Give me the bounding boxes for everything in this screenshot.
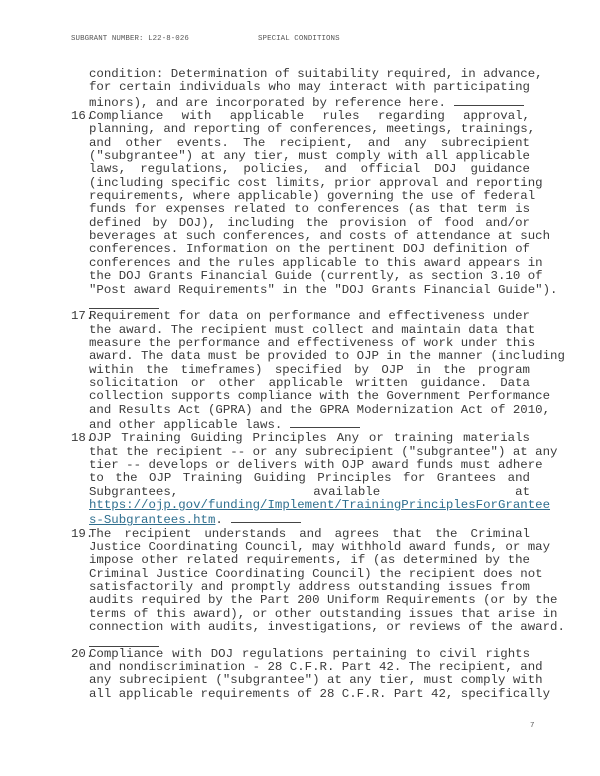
text-line xyxy=(89,444,558,459)
text-line xyxy=(89,349,565,364)
line-text: impose other related requirements, if (as determined by the xyxy=(89,553,530,568)
line-text: connection with audits, investigations, or reviews of the award. xyxy=(89,620,565,635)
page-header xyxy=(71,35,340,43)
text-line xyxy=(89,566,543,581)
line-text: Subgrantees, available at xyxy=(89,484,530,499)
line-text: that the recipient -- or any subrecipient ("subgrantee") at any xyxy=(89,444,558,459)
text-line xyxy=(89,593,558,608)
line-text: within the timeframes) specified by OJP in the program xyxy=(89,362,530,377)
text-line xyxy=(89,163,530,176)
line-text: (including specific cost limits, prior approval and reporting xyxy=(89,175,543,190)
line-text: minors), and are incorporated by reference here. xyxy=(89,95,446,110)
line-text: satisfactorily and promptly address outstanding issues from xyxy=(89,580,530,595)
line-text: Compliance with DOJ regulations pertaining to civil rights xyxy=(89,646,530,661)
page-number: 7 xyxy=(530,722,535,730)
line-text: Compliance with applicable rules regarding approval, xyxy=(89,109,530,124)
signature-blank xyxy=(290,417,360,428)
condition-number: 18. xyxy=(71,431,94,446)
line-text: and other events. The recipient, and any subrecipient xyxy=(89,135,530,150)
line-text: defined by DOJ), including the provision of food and/or xyxy=(89,215,530,230)
text-line xyxy=(89,512,530,527)
signature-blank xyxy=(454,95,524,106)
text-line xyxy=(89,528,530,541)
text-line xyxy=(89,498,551,512)
line-text: all applicable requirements of 28 C.F.R. Part 42, specifically xyxy=(89,686,551,701)
subgrant-number: SUBGRANT NUMBER: L22-8-026 xyxy=(71,35,189,43)
text-line xyxy=(89,243,530,256)
text-line xyxy=(89,540,551,555)
line-text: Requirement for data on performance and effectiveness under xyxy=(89,309,530,324)
condition-item xyxy=(71,431,558,528)
text-line xyxy=(89,389,551,404)
line-text: The recipient understands and agrees that the Criminal xyxy=(89,526,530,541)
line-text: the award. The recipient must collect and maintain data that xyxy=(89,322,536,337)
line-text: solicitation or other applicable written guidance. Data xyxy=(89,375,530,390)
condition-item xyxy=(71,309,565,432)
text-line xyxy=(89,554,530,567)
text-line xyxy=(89,673,543,688)
line-text: and Results Act (GPRA) and the GPRA Modernization Act of 2010, xyxy=(89,402,551,417)
text-line xyxy=(89,67,543,81)
text-line xyxy=(89,581,530,594)
text-line xyxy=(89,486,530,499)
text-line xyxy=(89,310,530,323)
line-text: collection supports compliance with the Government Performance xyxy=(89,389,551,404)
condition-number: 17. xyxy=(71,309,94,324)
text-line xyxy=(89,417,530,432)
line-text: Criminal Justice Coordinating Council) the recipient does not xyxy=(89,566,543,581)
line-text: requirements, where applicable) governing the use of federal xyxy=(89,189,536,204)
condition-item xyxy=(71,67,543,110)
line-text: beverages at such conferences, and costs of attendance at such xyxy=(89,229,551,244)
condition-number: 20. xyxy=(71,646,94,661)
line-text: Justice Coordinating Council, may withhold award funds, or may xyxy=(89,540,551,555)
text-line xyxy=(89,269,543,284)
text-line xyxy=(89,81,530,94)
line-text: "Post award Requirements" in the "DOJ Grants Financial Guide"). xyxy=(89,282,558,297)
line-text: conferences. Information on the pertinent DOJ definition of xyxy=(89,242,530,257)
text-line xyxy=(89,203,530,216)
text-line xyxy=(89,620,565,635)
text-line xyxy=(89,660,543,675)
line-text: to the OJP Training Guiding Principles for Grantees and xyxy=(89,471,530,486)
text-line xyxy=(89,255,543,270)
signature-blank xyxy=(231,512,301,523)
text-line xyxy=(89,217,530,230)
training-principles-link[interactable]: s-Subgrantees.htm xyxy=(89,513,216,528)
line-text: laws, regulations, policies, and official DOJ guidance xyxy=(89,162,530,177)
training-principles-link[interactable]: https://ojp.gov/funding/Implement/TrainingPrinciplesForGrantee xyxy=(89,498,551,512)
text-line xyxy=(89,95,530,110)
line-text: for certain individuals who may interact with participating xyxy=(89,80,530,95)
text-line xyxy=(89,110,530,123)
condition-number: 16. xyxy=(71,109,94,124)
line-text: terms of this award), or other outstanding issues that arise in xyxy=(89,606,558,621)
line-text: ("subgrantee") at any tier, must comply with all applicable xyxy=(89,149,530,164)
text-line xyxy=(89,377,530,390)
line-text: condition: Determination of suitability required, in advance, xyxy=(89,67,543,81)
text-line xyxy=(89,472,530,485)
condition-item xyxy=(71,526,565,648)
text-line xyxy=(89,606,558,621)
line-text: any subrecipient ("subgrantee") at any tier, must comply with xyxy=(89,673,543,688)
text-line xyxy=(89,137,530,150)
line-text: award. The data must be provided to OJP in the manner (including xyxy=(89,349,565,364)
line-text: measure the performance and effectiveness of work under this xyxy=(89,335,536,350)
text-line xyxy=(89,189,536,204)
text-line xyxy=(89,150,530,163)
signature-blank-line xyxy=(89,634,531,647)
text-line xyxy=(89,335,536,350)
line-text: audits required by the Part 200 Uniform Requirements (or by the xyxy=(89,593,558,608)
text-line xyxy=(89,432,530,445)
line-text: and other applicable laws. xyxy=(89,417,283,432)
line-text: and nondiscrimination - 28 C.F.R. Part 42. The recipient, and xyxy=(89,660,543,675)
header-title: SPECIAL CONDITIONS xyxy=(258,35,340,43)
condition-item xyxy=(71,109,558,310)
line-text: conferences and the rules applicable to this award appears in xyxy=(89,255,543,270)
line-text: planning, and reporting of conferences, meetings, trainings, xyxy=(89,122,536,137)
text-line xyxy=(89,229,551,244)
text-line xyxy=(89,175,543,190)
text-line xyxy=(89,457,543,472)
line-text: OJP Training Guiding Principles Any or training materials xyxy=(89,431,530,446)
text-line xyxy=(89,322,536,337)
line-text: . xyxy=(215,513,223,528)
text-line xyxy=(89,122,536,137)
text-line xyxy=(89,364,530,377)
text-line xyxy=(89,402,551,417)
condition-item xyxy=(71,646,551,701)
text-line xyxy=(89,282,558,297)
text-line xyxy=(89,648,530,661)
line-text: the DOJ Grants Financial Guide (currently, as section 3.10 of xyxy=(89,269,543,284)
text-line xyxy=(89,686,551,701)
condition-number: 19. xyxy=(71,526,94,541)
line-text: tier -- develops or delivers with OJP award funds must adhere xyxy=(89,457,543,472)
line-text: funds for expenses related to conferences (as that term is xyxy=(89,202,530,217)
signature-blank-line xyxy=(89,297,531,310)
conditions-body xyxy=(71,67,565,701)
